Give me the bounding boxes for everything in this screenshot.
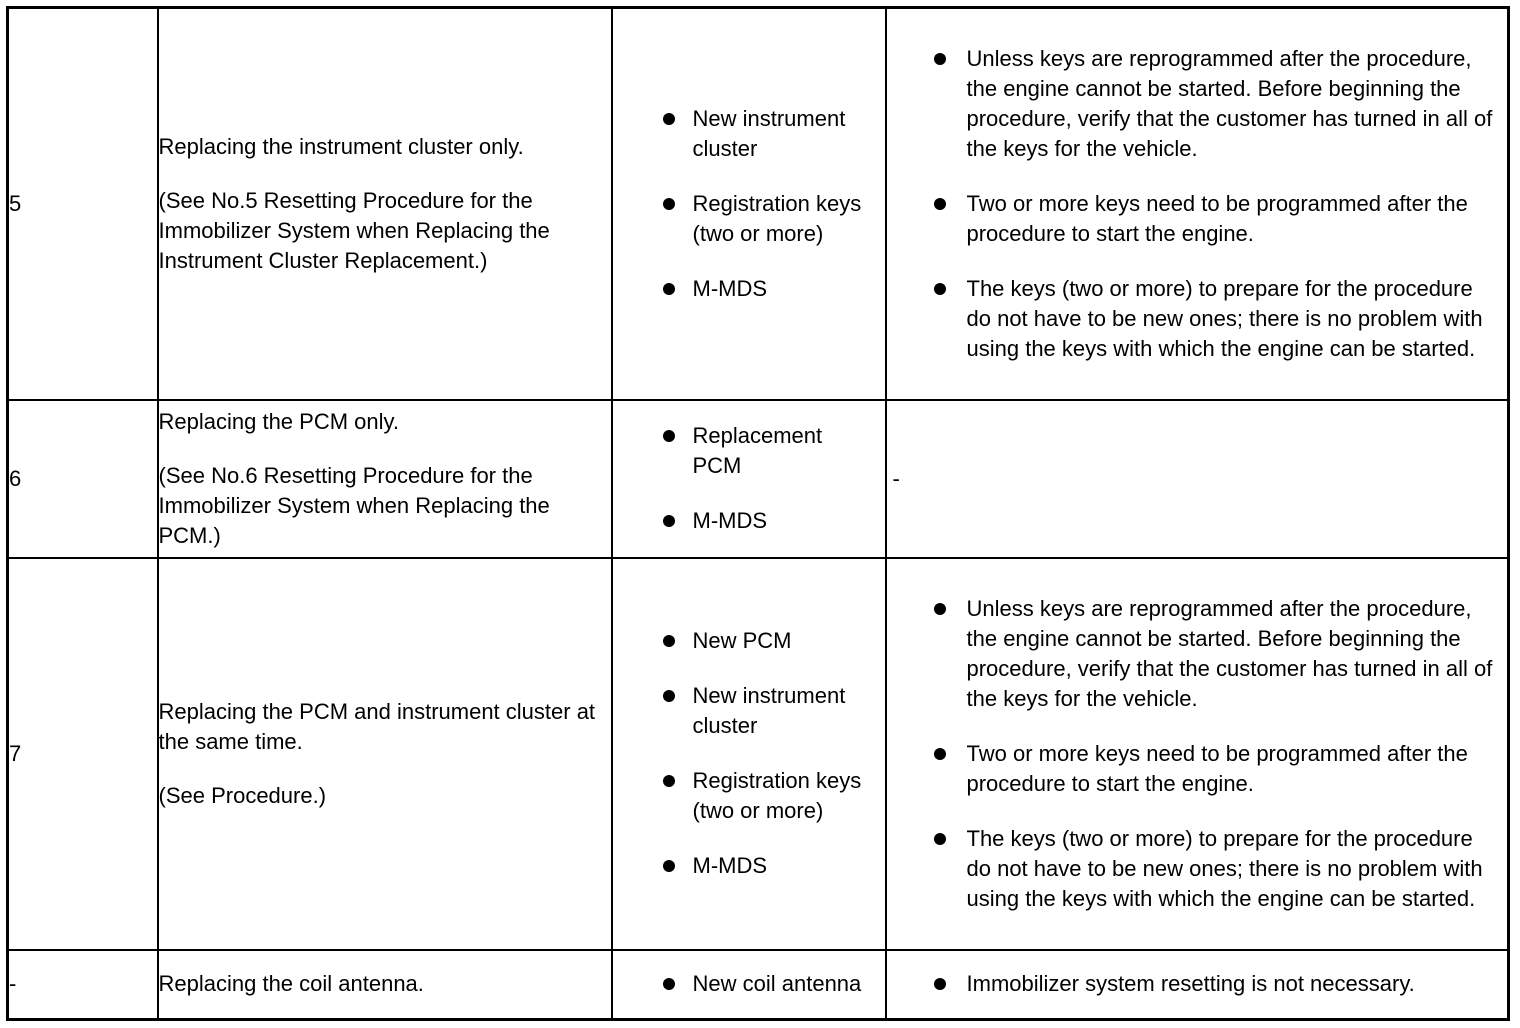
list-item: Unless keys are reprogrammed after the procedure, the engine cannot be started. Before beginning the procedure, verify that the customer has turned in all of the keys for the vehicle. [887,594,1508,714]
list-item: Registration keys (two or more) [613,766,885,826]
row-number: 6 [8,400,158,558]
list-item: Two or more keys need to be programmed after the procedure to start the engine. [887,739,1508,799]
list-item: The keys (two or more) to prepare for the procedure do not have to be new ones; there is no problem with using the keys with which the engine can be started. [887,824,1508,914]
description-text: Replacing the PCM only. [158,408,399,434]
row-requirements [612,8,886,400]
list-item: New coil antenna [613,969,885,999]
row-number: - [8,950,158,1020]
row-number: 5 [8,8,158,400]
row-notes [886,950,1509,1020]
table-row [8,400,1509,558]
list-item: New instrument cluster [613,104,885,164]
list-item: The keys (two or more) to prepare for the procedure do not have to be new ones; there is no problem with using the keys with which the engine can be started. [887,274,1508,364]
row-notes [886,8,1509,400]
list-item: M-MDS [613,506,885,536]
description-reference: (See Procedure.) [158,782,327,808]
list-item: Two or more keys need to be programmed after the procedure to start the engine. [887,189,1508,249]
list-item: Unless keys are reprogrammed after the procedure, the engine cannot be started. Before beginning the procedure, verify that the customer has turned in all of the keys for the vehicle. [887,44,1508,164]
row-requirements [612,558,886,950]
row-description [158,8,612,400]
row-requirements [612,400,886,558]
description-text: Replacing the instrument cluster only. [158,133,524,159]
table-row [8,950,1509,1020]
description-text: Replacing the coil antenna. [158,971,424,997]
row-description [158,400,612,558]
list-item: M-MDS [613,274,885,304]
description-reference: (See No.6 Resetting Procedure for the Immobilizer System when Replacing the PCM.) [158,462,550,548]
list-item: Registration keys (two or more) [613,189,885,249]
notes-empty-dash: - [892,465,900,491]
list-item: New PCM [613,626,885,656]
list-item: Immobilizer system resetting is not necessary. [887,969,1508,999]
description-text: Replacing the PCM and instrument cluster at the same time. [158,698,596,754]
row-notes [886,558,1509,950]
row-requirements [612,950,886,1020]
list-item: New instrument cluster [613,681,885,741]
procedure-table [6,6,1510,1021]
list-item: M-MDS [613,851,885,881]
table-row [8,8,1509,400]
row-number: 7 [8,558,158,950]
row-notes [886,400,1509,558]
description-reference: (See No.5 Resetting Procedure for the Immobilizer System when Replacing the Instrument Cluster Replacement.) [158,187,550,273]
list-item: Replacement PCM [613,421,885,481]
row-description [158,558,612,950]
table-row [8,558,1509,950]
row-description [158,950,612,1020]
